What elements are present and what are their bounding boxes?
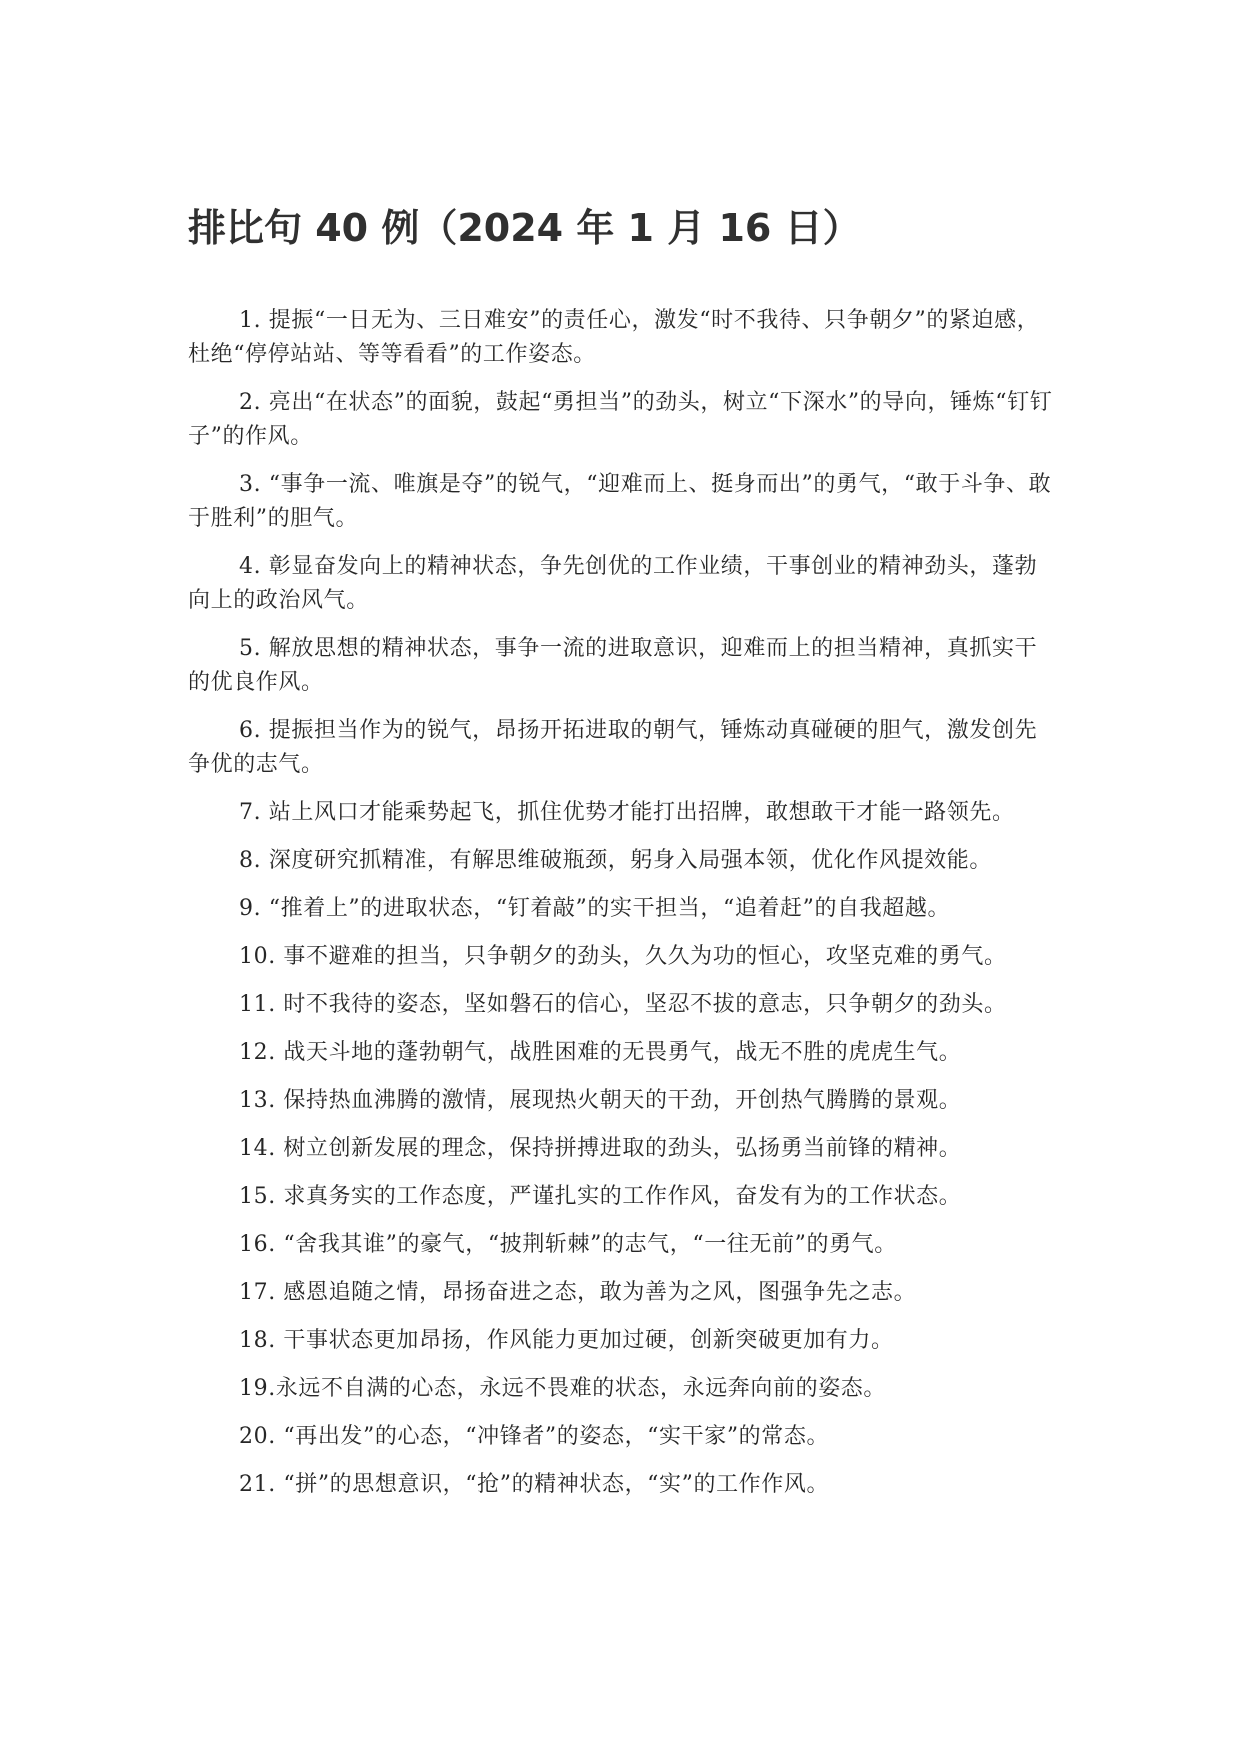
list-item: 11. 时不我待的姿态，坚如磐石的信心，坚忍不拔的意志，只争朝夕的劲头。 [239,992,1007,1017]
list-item: 19.永远不自满的心态，永远不畏难的状态，永远奔向前的姿态。 [239,1376,886,1401]
list-item: 21. “拼”的思想意识，“抢”的精神状态，“实”的工作作风。 [239,1472,830,1497]
list-item: 5. 解放思想的精神状态，事争一流的进取意识，迎难而上的担当精神，真抓实干的优良作风。 [188,636,1038,695]
list-item: 9. “推着上”的进取状态，“钉着敲”的实干担当，“追着赶”的自我超越。 [239,896,951,921]
list-item: 13. 保持热血沸腾的激情，展现热火朝天的干劲，开创热气腾腾的景观。 [239,1088,962,1113]
list-item: 4. 彰显奋发向上的精神状态，争先创优的工作业绩，干事创业的精神劲头，蓬勃向上的政治风气。 [188,554,1038,613]
document-body [188,304,1058,1516]
list-item: 2. 亮出“在状态”的面貌，鼓起“勇担当”的劲头，树立“下深水”的导向，锤炼“钉钉子”的作风。 [188,390,1053,449]
list-item: 8. 深度研究抓精准，有解思维破瓶颈，躬身入局强本领，优化作风提效能。 [239,848,992,873]
list-item: 14. 树立创新发展的理念，保持拼搏进取的劲头，弘扬勇当前锋的精神。 [239,1136,962,1161]
list-item: 1. 提振“一日无为、三日难安”的责任心，激发“时不我待、只争朝夕”的紧迫感，杜绝“停停站站、等等看看”的工作姿态。 [188,308,1040,367]
list-item: 3. “事争一流、唯旗是夺”的锐气，“迎难而上、挺身而出”的勇气，“敢于斗争、敢于胜利”的胆气。 [188,472,1052,531]
list-item: 10. 事不避难的担当，只争朝夕的劲头，久久为功的恒心，攻坚克难的勇气。 [239,944,1007,969]
list-item: 16. “舍我其谁”的豪气，“披荆斩棘”的志气，“一往无前”的勇气。 [239,1232,897,1257]
list-item: 17. 感恩追随之情，昂扬奋进之态，敢为善为之风，图强争先之志。 [239,1280,917,1305]
list-item: 18. 干事状态更加昂扬，作风能力更加过硬，创新突破更加有力。 [239,1328,894,1353]
list-item: 6. 提振担当作为的锐气，昂扬开拓进取的朝气，锤炼动真碰硬的胆气，激发创先争优的志气。 [188,718,1038,777]
list-item: 15. 求真务实的工作态度，严谨扎实的工作作风，奋发有为的工作状态。 [239,1184,962,1209]
list-item: 7. 站上风口才能乘势起飞，抓住优势才能打出招牌，敢想敢干才能一路领先。 [239,800,1015,825]
list-item: 20. “再出发”的心态，“冲锋者”的姿态，“实干家”的常态。 [239,1424,830,1449]
page-title: 排比句 40 例（2024 年 1 月 16 日） [188,206,861,250]
list-item: 12. 战天斗地的蓬勃朝气，战胜困难的无畏勇气，战无不胜的虎虎生气。 [239,1040,962,1065]
